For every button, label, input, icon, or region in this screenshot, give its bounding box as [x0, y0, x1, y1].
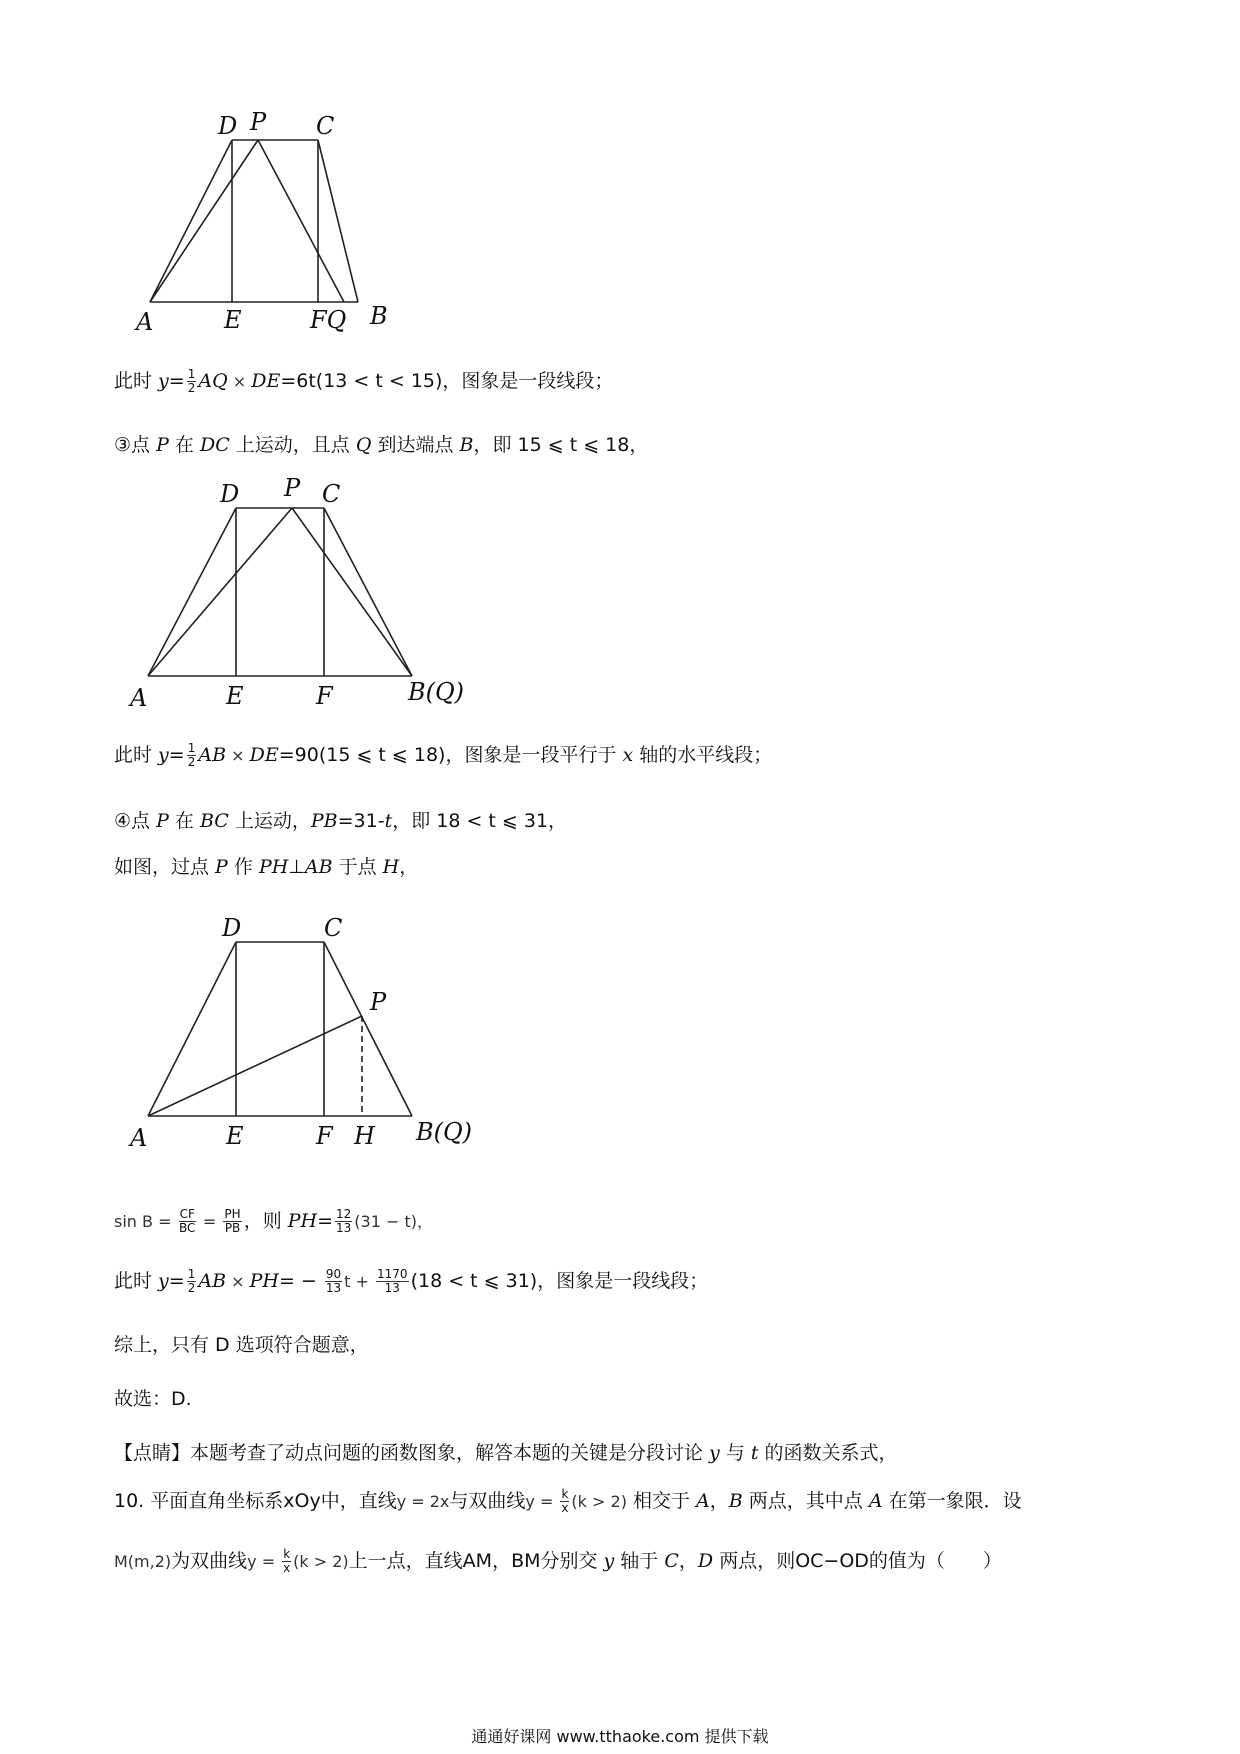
- text-line-2: ③点 P 在 DC 上运动，且点 Q 到达端点 B，即 15 ⩽ t ⩽ 18，: [114, 434, 649, 456]
- label-P: P: [370, 988, 387, 1016]
- label-A: A: [130, 1124, 148, 1152]
- label-E: E: [226, 1122, 244, 1150]
- label-D: D: [218, 112, 238, 140]
- label-BQ: B(Q): [408, 678, 465, 706]
- label-E: E: [224, 306, 242, 334]
- label-FQ: FQ: [310, 306, 347, 334]
- label-BQ: B(Q): [416, 1118, 473, 1146]
- label-D: D: [220, 480, 240, 508]
- label-A: A: [130, 684, 148, 712]
- label-B: B: [370, 302, 388, 330]
- text-line-11: 10. 平面直角坐标系xOy中，直线y = 2x与双曲线y = $\frac{k}{x}$ (k > 2) 相交于 A，B 两点，其中点 A 在第一象限．设: [114, 1487, 1022, 1515]
- page-footer: 通通好课网 www.tthaoke.com 提供下载: [471, 1727, 769, 1746]
- text-line-4: ④点 P 在 BC 上运动，PB=31-t，即 18 < t ⩽ 31，: [114, 810, 568, 832]
- text-line-1: 此时 y= $\frac{1}{2}$ AQ × DE=6t(13 < t < 15)，图象是一段线段；: [114, 367, 614, 395]
- text-line-10: 【点睛】本题考查了动点问题的函数图象，解答本题的关键是分段讨论 y 与 t 的函数关系式，: [114, 1442, 898, 1464]
- label-C: C: [322, 480, 341, 508]
- label-P: P: [250, 108, 267, 136]
- text-line-12: M(m,2)为双曲线y = $\frac{k}{x}$ (k > 2)上一点，直线AM，BM分别交 y 轴于 C，D 两点，则OC−OD的值为（ ）: [114, 1547, 1002, 1575]
- label-P: P: [284, 474, 301, 502]
- label-E: E: [226, 682, 244, 710]
- label-D: D: [222, 914, 242, 942]
- label-H: H: [354, 1122, 375, 1150]
- text-line-5: 如图，过点 P 作 PH⊥AB 于点 H，: [114, 856, 419, 878]
- text-line-8: 综上，只有 D 选项符合题意，: [114, 1334, 369, 1356]
- figure-trapezoid-2: [120, 468, 480, 718]
- label-F: F: [316, 1122, 333, 1150]
- text-line-6: sin B = $\frac{CF}{BC}$ = $\frac{PH}{PB}$ ，则 PH= $\frac{12}{13}$ (31 − t)，: [114, 1207, 433, 1235]
- label-F: F: [316, 682, 333, 710]
- figure-trapezoid-1: [120, 100, 420, 340]
- text-line-9: 故选：D.: [114, 1388, 192, 1410]
- label-A: A: [136, 308, 154, 336]
- figure-trapezoid-3: [120, 902, 490, 1152]
- label-C: C: [316, 112, 335, 140]
- text-line-7: 此时 y= $\frac{1}{2}$ AB × PH= − $\frac{90}{13}$ t + $\frac{1170}{13}$ (18 < t ⩽ 31)，图象是一段线段；: [114, 1267, 709, 1295]
- label-C: C: [324, 914, 343, 942]
- text-line-3: 此时 y= $\frac{1}{2}$ AB × DE=90(15 ⩽ t ⩽ 18)，图象是一段平行于 x 轴的水平线段；: [114, 741, 773, 769]
